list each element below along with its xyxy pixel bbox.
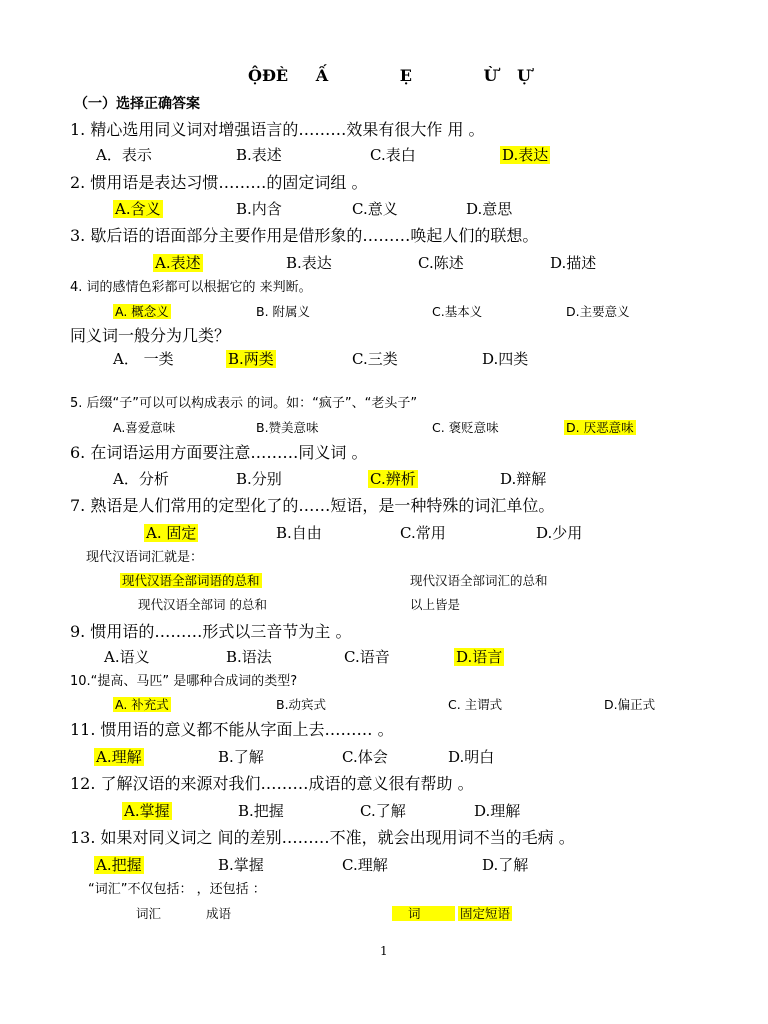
option: A.语义	[104, 648, 150, 666]
correct-option: B.两类	[228, 350, 274, 368]
correct-option: 词	[392, 906, 455, 921]
option: C.体会	[342, 748, 388, 766]
question-text: 12. 了解汉语的来源对我们………成语的意义很有帮助 。	[70, 774, 474, 793]
question-text: 6. 在词语运用方面要注意………同义词 。	[70, 443, 368, 462]
option: C.语音	[344, 648, 390, 666]
option: 以上皆是	[410, 597, 461, 612]
question-text: 3. 歇后语的语面部分主要作用是借形象的………唤起人们的联想。	[70, 226, 539, 245]
title-part-5: Ự	[517, 66, 531, 85]
option: B.掌握	[218, 856, 264, 874]
option: B.动宾式	[276, 697, 327, 712]
correct-option: A. 补充式	[115, 697, 169, 712]
option: D.少用	[536, 524, 583, 542]
option: C. 主谓式	[448, 697, 503, 712]
option: C.基本义	[432, 304, 483, 319]
title-part-4: Ừ	[483, 66, 498, 85]
option: 现代汉语全部词 的总和	[138, 597, 267, 612]
option: B. 附属义	[256, 304, 311, 319]
option: C.表白	[370, 146, 416, 164]
correct-option: D.语言	[456, 648, 503, 666]
option: D.偏正式	[604, 697, 656, 712]
option: D.理解	[474, 802, 521, 820]
title-part-3: Ẹ	[399, 66, 412, 85]
question-text: 同义词一般分为几类？	[70, 326, 231, 345]
option: D.四类	[482, 350, 529, 368]
option: D.了解	[482, 856, 529, 874]
option: B.分别	[236, 470, 282, 488]
option: A．表示	[96, 146, 152, 164]
correct-option: A.表述	[155, 254, 201, 272]
correct-option: D. 厌恶意味	[566, 420, 634, 435]
question-text: “词汇”不仅包括： ，还包括 ：	[88, 882, 266, 897]
option: B.赞美意味	[256, 420, 319, 435]
option: A．分析	[113, 470, 169, 488]
correct-option: C.辨析	[370, 470, 416, 488]
title-part-2: Ấ	[315, 66, 329, 85]
option: D.描述	[550, 254, 597, 272]
option: C. 褒贬意味	[432, 420, 499, 435]
option: B.表述	[236, 146, 282, 164]
option: C.常用	[400, 524, 446, 542]
option: B.把握	[238, 802, 284, 820]
option: A.喜爱意味	[113, 420, 176, 435]
question-text: 4. 词的感情色彩都可以根据它的 来判断。	[70, 280, 312, 295]
option: C.陈述	[418, 254, 464, 272]
option: C.三类	[352, 350, 398, 368]
question-text: 5. 后缀“子”可以可以构成表示 的词。如：“疯子”、“老头子”	[70, 396, 418, 411]
section-heading: （一）选择正确答案	[74, 96, 200, 112]
correct-option: 固定短语	[460, 906, 511, 921]
option: B.了解	[218, 748, 264, 766]
question-text: 现代汉语词汇就是：	[86, 550, 204, 565]
question-text: 2. 惯用语是表达习惯………的固定词组 。	[70, 173, 368, 192]
option: D.明白	[448, 748, 495, 766]
option: B.表达	[286, 254, 332, 272]
option: D.意思	[466, 200, 513, 218]
correct-option: D.表达	[502, 146, 549, 164]
correct-option: A. 概念义	[115, 304, 169, 319]
option: C.意义	[352, 200, 398, 218]
option: A． 一类	[113, 350, 174, 368]
option: D.主要意义	[566, 304, 630, 319]
page-number: 1	[380, 944, 388, 958]
option: 现代汉语全部词汇的总和	[410, 573, 548, 588]
option: B.语法	[226, 648, 272, 666]
option: C.了解	[360, 802, 406, 820]
question-text: 10.“提高、马匹” 是哪种合成词的类型?	[70, 674, 298, 689]
question-text: 11. 惯用语的意义都不能从字面上去……… 。	[70, 720, 394, 739]
question-text: 13. 如果对同义词之 间的差别………不准，就会出现用词不当的毛病 。	[70, 828, 575, 847]
correct-option: 现代汉语全部词语的总和	[122, 573, 260, 588]
option: D.辩解	[500, 470, 547, 488]
correct-option: A.掌握	[124, 802, 170, 820]
correct-option: A.把握	[96, 856, 142, 874]
option: C.理解	[342, 856, 388, 874]
correct-option: A.理解	[96, 748, 142, 766]
question-text: 1. 精心选用同义词对增强语言的………效果有很大作 用 。	[70, 120, 485, 139]
option: 词汇	[136, 906, 162, 921]
question-text: 7. 熟语是人们常用的定型化了的……短语，是一种特殊的词汇单位。	[70, 496, 555, 515]
question-text: 9. 惯用语的………形式以三音节为主 。	[70, 622, 352, 641]
correct-option: A.含义	[115, 200, 161, 218]
title-part-1: ỘĐÈ	[248, 66, 289, 85]
option: 成语	[206, 906, 232, 921]
option: B.自由	[276, 524, 322, 542]
page-title	[248, 66, 531, 85]
option: B.内含	[236, 200, 282, 218]
correct-option: A. 固定	[146, 524, 197, 542]
